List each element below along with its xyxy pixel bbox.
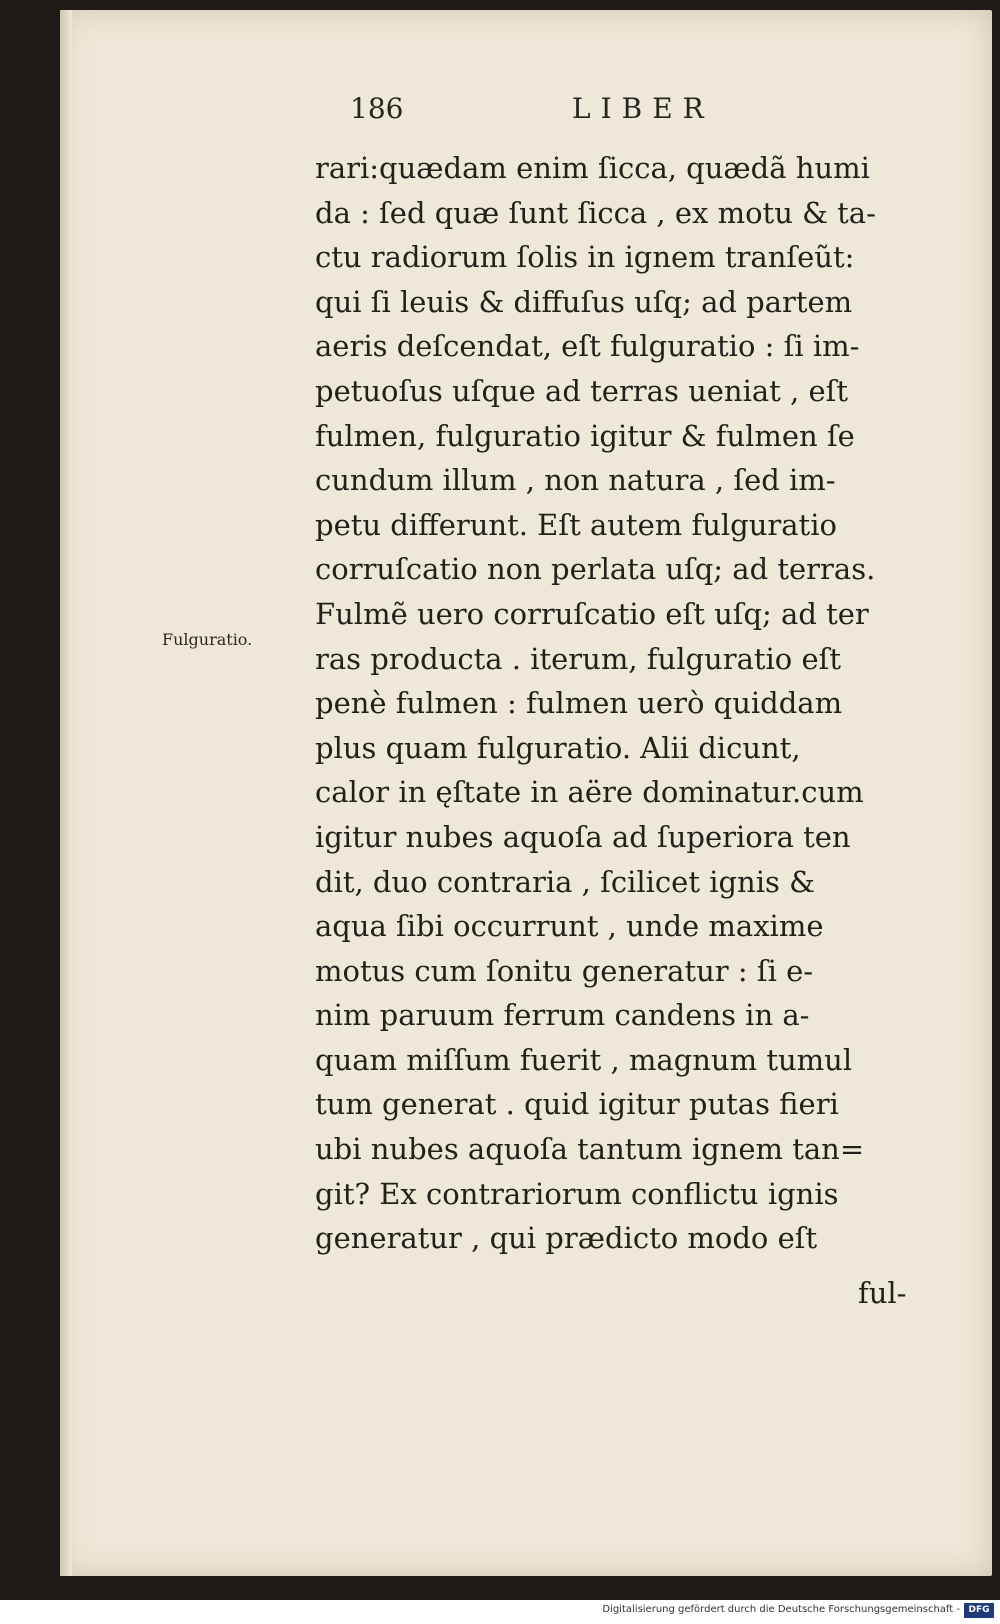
- page-number: 186: [350, 92, 404, 125]
- text-line: generatur , qui prædicto modo eſt: [315, 1221, 818, 1256]
- text-line: petuoſus uſque ad terras ueniat , eſt: [315, 373, 849, 408]
- text-line: git? Ex contrariorum conflictu ignis: [315, 1176, 839, 1211]
- text-line: cundum illum , non natura , ſed im-: [315, 463, 836, 498]
- text-line: igitur nubes aquoſa ad ſuperiora ten: [315, 819, 851, 854]
- text-line: qui ſi leuis & diffuſus uſq; ad partem: [315, 284, 853, 319]
- text-line: corruſcatio non perlata uſq; ad terras.: [315, 552, 876, 587]
- footer-credit: Digitalisierung gefördert durch die Deutsche Forschungsgemeinschaft -: [602, 1604, 960, 1615]
- text-line: fulmen, fulguratio igitur & fulmen ſe: [315, 418, 855, 453]
- marginal-note: Fulguratio.: [162, 630, 253, 649]
- text-line: motus cum ſonitu generatur : ſi e-: [315, 953, 814, 988]
- catchword: ful-: [858, 1276, 907, 1310]
- page-edge-shadow: [60, 10, 72, 1576]
- text-line: da : ſed quæ ſunt ſicca , ex motu & ta-: [315, 195, 876, 230]
- text-line: ubi nubes aquoſa tantum ignem tan=: [315, 1132, 865, 1167]
- running-title: LIBER: [572, 92, 714, 125]
- text-line: dit, duo contraria , ſcilicet ignis &: [315, 864, 815, 899]
- text-line: quam miſſum fuerit , magnum tumul: [315, 1042, 853, 1077]
- text-line: ras producta . iterum, fulguratio eſt: [315, 641, 842, 676]
- text-line: ctu radiorum ſolis in ignem tranſeũt:: [315, 240, 855, 275]
- text-line: plus quam fulguratio. Alii dicunt,: [315, 730, 801, 765]
- page-header: [350, 92, 770, 132]
- footer-bar: [0, 1600, 1000, 1624]
- text-line: aeris deſcendat, eſt fulguratio : ſi im-: [315, 329, 860, 364]
- text-line: Fulmẽ uero corruſcatio eſt uſq; ad ter: [315, 596, 869, 631]
- dfg-logo: DFG: [964, 1603, 994, 1618]
- text-line: aqua ſibi occurrunt , unde maxime: [315, 909, 824, 944]
- text-line: penè fulmen : fulmen uerò quiddam: [315, 686, 843, 721]
- text-line: petu differunt. Eſt autem fulguratio: [315, 507, 837, 542]
- text-line: tum generat . quid igitur putas fieri: [315, 1087, 839, 1122]
- text-line: calor in ęſtate in aëre dominatur.cum: [315, 775, 864, 810]
- text-line: nim paruum ferrum candens in a-: [315, 998, 810, 1033]
- body-text: [315, 146, 975, 1261]
- text-line: rari:quædam enim ſicca, quædã humi: [315, 151, 870, 185]
